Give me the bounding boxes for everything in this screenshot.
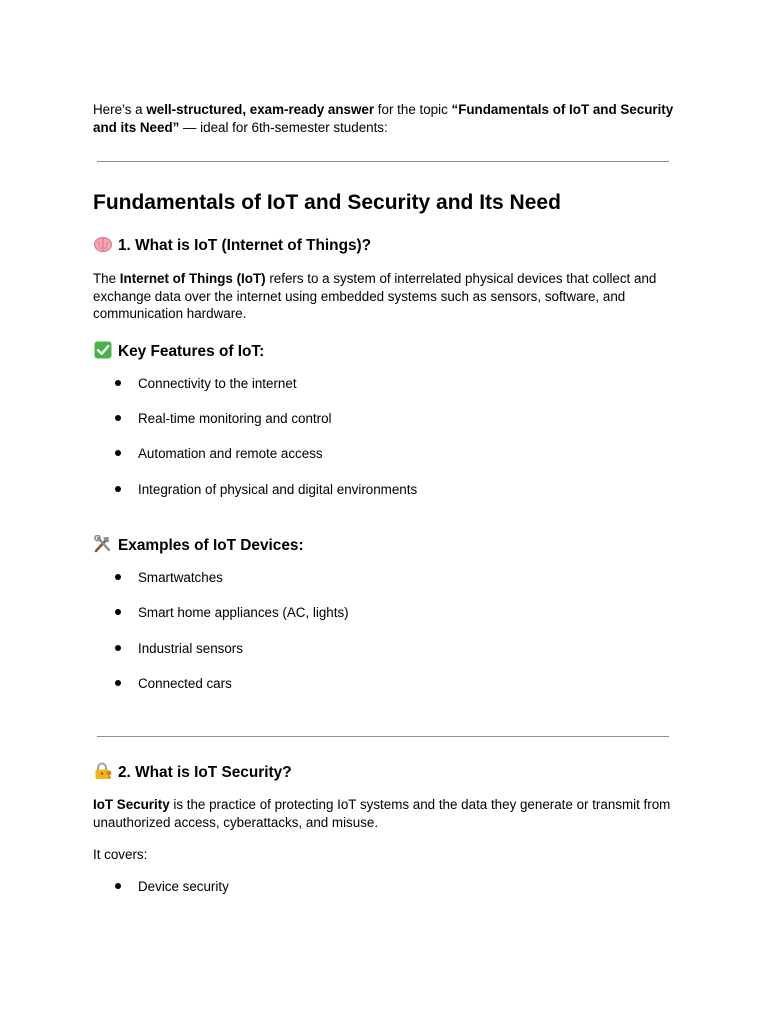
list-item-text: Connected cars xyxy=(138,676,232,691)
check-mark-icon xyxy=(93,341,114,359)
bullet-icon xyxy=(115,450,121,456)
page-title: Fundamentals of IoT and Security and Its Need xyxy=(93,191,561,214)
list-item-text: Device security xyxy=(138,879,229,894)
brain-icon xyxy=(93,235,114,253)
list-item xyxy=(115,878,229,896)
list-item-text: Smartwatches xyxy=(138,570,223,585)
intro-bold-topic: “Fundamentals of IoT and Security and its Need” xyxy=(93,102,674,135)
list-item xyxy=(115,445,323,463)
tools-icon xyxy=(93,535,114,553)
list-item-text: Real-time monitoring and control xyxy=(138,411,332,426)
examples-heading xyxy=(93,535,675,556)
section-2-heading xyxy=(93,762,675,783)
divider-middle xyxy=(97,736,669,737)
intro-text-3: — ideal for 6th-semester students: xyxy=(179,119,388,135)
features-heading-text: Key Features of IoT: xyxy=(118,343,265,360)
intro-paragraph xyxy=(93,101,675,136)
bullet-icon xyxy=(115,574,121,580)
intro-text-2: for the topic xyxy=(374,102,452,117)
features-heading xyxy=(93,341,675,362)
list-item xyxy=(115,675,232,693)
bullet-icon xyxy=(115,415,121,421)
list-item xyxy=(115,481,417,499)
list-item xyxy=(115,410,332,428)
section-2-paragraph xyxy=(93,796,675,831)
s2-bold-term: IoT Security xyxy=(93,797,170,812)
list-item-text: Industrial sensors xyxy=(138,641,243,656)
examples-heading-text: Examples of IoT Devices: xyxy=(118,537,304,554)
lock-key-icon xyxy=(93,762,114,780)
section-1-paragraph xyxy=(93,270,675,323)
s1-text-1: The xyxy=(93,271,120,286)
bullet-icon xyxy=(115,645,121,651)
intro-text-1: Here’s a xyxy=(93,102,147,117)
covers-label: It covers: xyxy=(93,847,148,862)
section-1-heading-text: 1. What is IoT (Internet of Things)? xyxy=(118,237,372,254)
list-item-text: Connectivity to the internet xyxy=(138,376,297,391)
list-item xyxy=(115,640,243,658)
s1-text-2: refers to a system of interrelated physical devices that collect and exchange data over the internet using embedded systems such as sensors, software, and communication hardware. xyxy=(93,271,657,322)
bullet-icon xyxy=(115,486,121,492)
section-2-heading-text: 2. What is IoT Security? xyxy=(118,764,292,781)
list-item-text: Smart home appliances (AC, lights) xyxy=(138,605,349,620)
bullet-icon xyxy=(115,380,121,386)
list-item xyxy=(115,569,223,587)
intro-bold-1: well-structured, exam-ready answer xyxy=(146,102,375,117)
s2-text: is the practice of protecting IoT systems and the data they generate or transmit from unauthorized access, cyberattacks, and misuse. xyxy=(93,797,671,830)
list-item xyxy=(115,604,349,622)
list-item-text: Integration of physical and digital environments xyxy=(138,482,418,497)
section-1-heading xyxy=(93,235,675,256)
bullet-icon xyxy=(115,680,121,686)
divider-top xyxy=(97,161,669,162)
list-item-text: Automation and remote access xyxy=(138,446,323,461)
bullet-icon xyxy=(115,883,121,889)
bullet-icon xyxy=(115,609,121,615)
s1-bold-term: Internet of Things (IoT) xyxy=(119,271,266,286)
list-item xyxy=(115,375,297,393)
